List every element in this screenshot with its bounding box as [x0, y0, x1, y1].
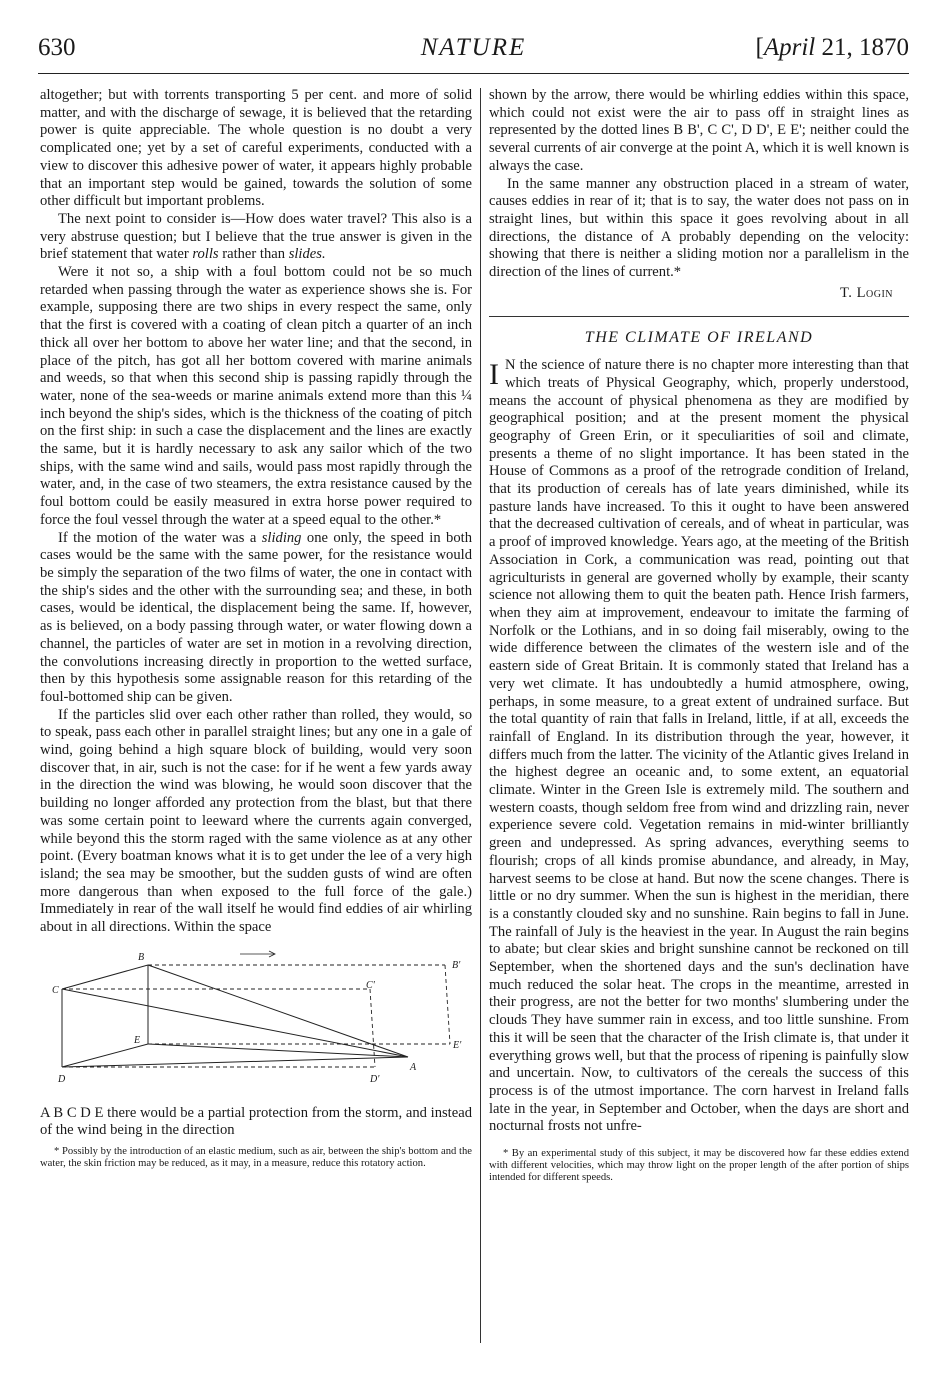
- section-rule: [489, 316, 909, 317]
- drop-cap: I: [489, 358, 499, 392]
- author-signature: T. Login: [839, 284, 893, 301]
- paragraph: In the same manner any obstruction placed in a stream of water, causes eddies in rear of it; that is to say, the water does not pass on in straight lines, but within this space it goes revolving about in all directions, the distance of A probably depending on the velocity: showing that there is neither a sliding motion nor a parallelism in the direction of the lines of current.*: [489, 175, 909, 281]
- column-divider: [480, 88, 481, 1343]
- label-b-prime: B': [452, 959, 461, 971]
- label-d: D: [58, 1073, 66, 1085]
- issue-date: [April 21, 1870: [755, 34, 909, 61]
- footnote: * Possibly by the introduction of an elastic medium, such as air, between the ship's bottom and the water, the skin friction may be reduced, as it may, in a measure, reduce this rotatory action.: [40, 1146, 472, 1170]
- paragraph: The next point to consider is—How does water travel? This also is a very abstruse question; but I believe that the true answer is given in the brief statement that water rolls rather than slides.: [40, 210, 472, 263]
- page-header: [38, 30, 909, 74]
- label-e-prime: E': [453, 1039, 462, 1051]
- paragraph: Were it not so, a ship with a foul bottom could not be so much retarded when passing through the water as experience shows she is. For example, supposing there are two ships in every respect the same, only that the first is covered with a coating of clean pitch a quarter of an inch thick all over her bottom to above her water line; and that the second, in place of the pitch, has got all her bottom covered with marine animals and weeds, so that when this second ship is passing rapidly through the water, none of the sea-weeds or marine animals extend more than this ¼ inch beyond the ship's sides, which is the thickness of the coating of pitch on the first ship: in such a case the displacement and the lines are exactly the same, but it is hardly necessary to ask any sailor which of the two ships, with the same wind and sails, would pass most rapidly through the water, and, in the case of two steamers, the extra resistance caused by the foul bottom could be easily measured in extra horse power required to force the foul vessel through the water at a speed equal to the other.*: [40, 264, 472, 528]
- page-number: 630: [38, 34, 76, 61]
- label-e: E: [134, 1034, 141, 1046]
- header-rule: [38, 73, 909, 74]
- wind-eddy-diagram: [40, 947, 472, 1097]
- diagram-lines: [40, 947, 472, 1097]
- label-b: B: [138, 951, 145, 963]
- article-title: THE CLIMATE OF IRELAND: [584, 329, 814, 347]
- footnote: * By an experimental study of this subject, it may be discovered how far these eddies extend with different velocities, which may throw light on the proper length of the after portion of ships intended for different speeds.: [489, 1148, 909, 1184]
- paragraph: I N the science of nature there is no chapter more interesting than that which treats of Physical Geography, which, properly understood, means the account of physical phenomena as they are modified by geographical position; and at the present moment the physical geography of Green Erin, or it speculiarities of soil and climate, presents a theme of no slight importance. It has been stated in the House of Commons as a proof of the retrograde condition of Ireland, that its production of cereals has of late years diminished, while its pasture lands have increased. To this it ought to have been answered that the decreased cultivation of cereals, and of wheat in particular, was a proof of improved knowledge. Years ago, at the meeting of the British Association in Cork, a communication was read, pointing out that agriculturists in general are governed wholly by example, their scanty science not allowing them to quit the beaten path. Hence Irish farmers, when they aim at improvement, endeavour to imitate the farming of Norfolk or the Lothians, and in so doing fail miserably, owing to the wide difference between the climates of the western isle and of the eastern side of Great Britain. It is commonly stated that Ireland has a very wet climate. It has undoubtedly a humid atmosphere, owing, perhaps, in some measure, to a great extent of undrained surface. But the total quantity of rain that falls in Ireland, little, if at all, exceeds the rainfall of England. In its distribution through the year, however, it differs much from the latter. The vicinity of the Atlantic gives Ireland in the highest degree an oceanic and, to some extent, an equatorial climate. Winter in the Green Isle is extremely mild. The southern and western coasts, though seldom free from wind and drizzling rain, never experience severe cold. Vegetation remains in mid-winter brilliantly green and undepressed. As spring advances, everything seems to flourish; crops of all kinds promise abundance, and already, in May, harvest seems to be close at hand. But now the scene changes. There is little or no dry summer. When the sun is highest in the meridian, there is a constantly clouded sky and no sunshine. Rain begins to fall in June. The rainfall of July is the heaviest in the year. In August the rain begins to abate; but clear skies and bright sunshine cannot be reckoned on till September, when the shortened days and the sun's declination have much reduced the solar heat. The crops in the meantime, arrested in their progress, are not the better for two months' slumbering under the clouds They have summer rain in excess, and too little sunshine. From this it will be seen that the character of the Irish climate is, that under it everything grows well, but that the process of ripening is painfully slow and uncertain. Now, to cultivators of the cereals the success of this process is of the utmost importance. The corn harvest in Ireland falls late in the year, in September and October, when the days are short and nocturnal frosts not unfre-: [489, 357, 909, 1135]
- right-column: [489, 87, 909, 1185]
- label-c-prime: C': [366, 979, 375, 991]
- paragraph: shown by the arrow, there would be whirling eddies within this space, which could not exist were the air to pass off in straight lines as represented by the dotted lines B B', C C', D D', E E'; neither could the several currents of air converge at the point A, which it is well known is always the case.: [489, 87, 910, 174]
- label-a: A: [410, 1061, 417, 1073]
- left-column: [40, 87, 472, 1171]
- journal-title: NATURE: [420, 34, 527, 61]
- paragraph: A B C D E there would be a partial protection from the storm, and instead of the wind being in the direction: [40, 1104, 472, 1139]
- label-c: C: [52, 984, 59, 996]
- paragraph: If the motion of the water was a sliding one only, the speed in both cases would be the same with the same power, for the resistance would be simply the separation of the two films of water, the one in contact with the ship's sides and the other with the surrounding sea; and these, in both cases, would be identical, the displacement being the same. If, however, as is believed, on a body passing through water, or water flowing down a channel, the particles of water are set in motion in a revolving direction, the convolutions increasing directly in proportion to the wetted surface, then by this hypothesis some assignable reason for this retarding of the foul-bottomed ship can be given.: [40, 529, 473, 705]
- label-d-prime: D': [370, 1073, 380, 1085]
- paragraph: altogether; but with torrents transporting 5 per cent. and more of solid matter, and with the discharge of sewage, it is believed that the retarding power is quite appreciable. The whole question is no doubt a very complicated one; yet by a set of careful experiments, conducted with a view to discover this adhesive power of water, it appears highly probable that an important step would be gained, towards the solution of some other difficult but important problems.: [40, 87, 472, 210]
- paragraph: If the particles slid over each other rather than rolled, they would, so to speak, pass each other in parallel straight lines; but any one in a gale of wind, going behind a high square block of building, would very soon discover that, in air, such is not the case: for if he went a few yards away in the direction the wind was blowing, he would soon discover that the building no longer afforded any protection from the blast, but that there was some certain point to leeward where the currents again converged, while beyond this the storm raged with the same violence as at any other point. (Every boatman knows what it is to get under the lee of a very high island; the sea may be smoother, but the sudden gusts of wind are often more dangerous than when exposed to the full force of the gale.) Immediately in rear of the wall itself he would find eddies of air whirling about in all directions. Within the space: [40, 706, 472, 936]
